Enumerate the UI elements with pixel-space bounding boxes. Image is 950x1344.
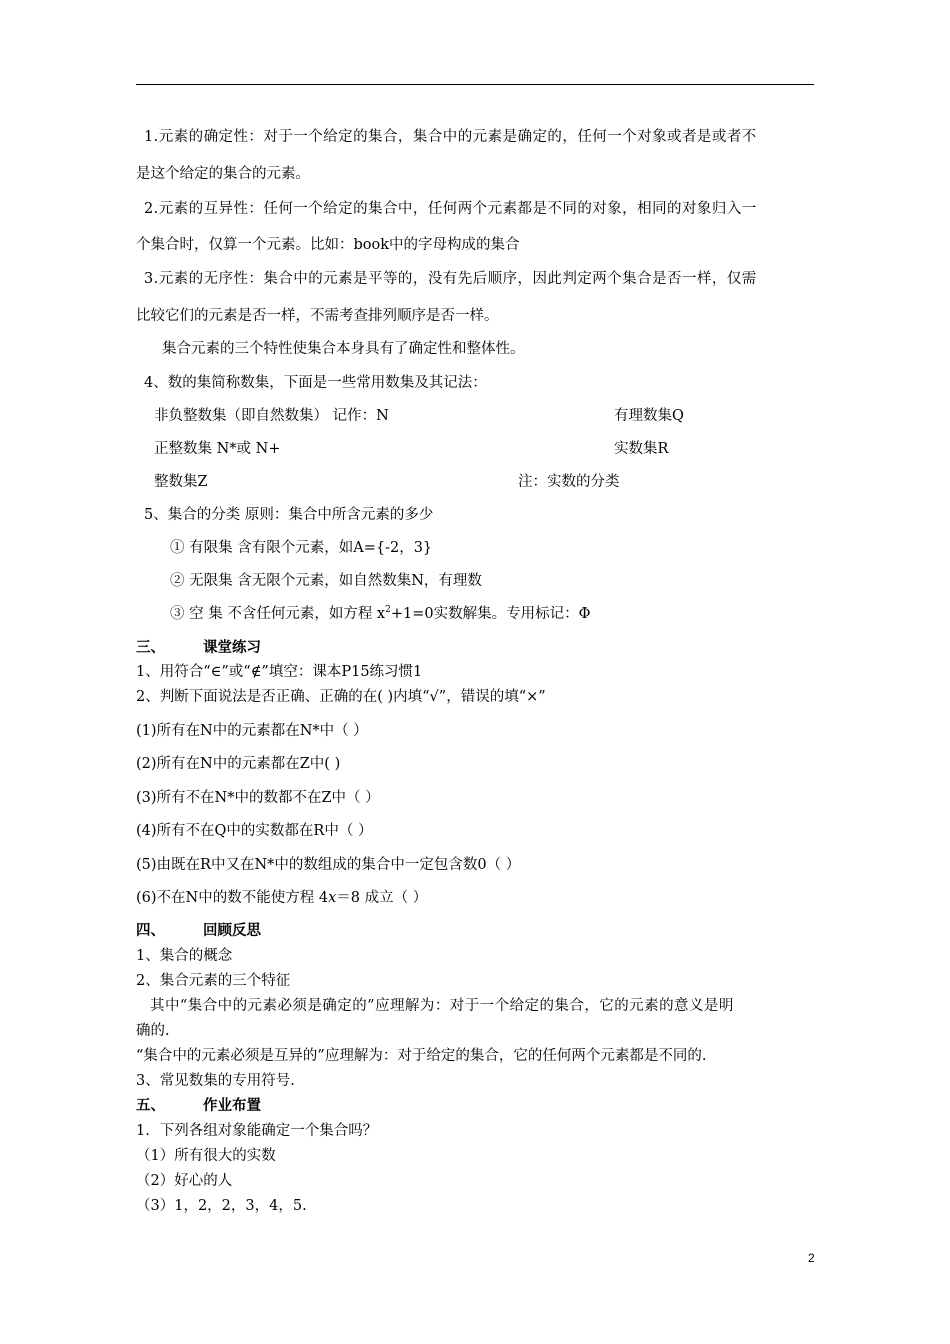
p2-line2: 个集合时，仅算一个元素。比如：book中的字母构成的集合 (136, 237, 520, 253)
section-3-title: 课堂练习 (203, 640, 261, 656)
homework-1-item-1: （1）所有很大的实数 (136, 1148, 276, 1164)
review-2: 2、集合元素的三个特征 (136, 973, 291, 989)
section-5-number: 五、 (136, 1098, 165, 1114)
empty-set: ③ 空 集 不含任何元素，如方程 $x^2+1=0$实数解集。专用标记：Φ (170, 605, 591, 622)
p2-line1: 2.元素的互异性：任何一个给定的集合中，任何两个元素都是不同的对象，相同的对象归入一 (144, 201, 757, 217)
number-set-rational: 有理数集Q (614, 408, 684, 424)
exercise-1: 1、用符合“∈”或“∉”填空：课本P15练习惯1 (136, 664, 423, 680)
section-4-number: 四、 (136, 923, 165, 939)
section-3-number: 三、 (136, 640, 165, 656)
section-5-title: 作业布置 (203, 1098, 261, 1114)
exercise-2: 2、判断下面说法是否正确、正确的在( )内填“√”，错误的填“×” (136, 689, 546, 705)
question-2: (2)所有在N中的元素都在Z中( ) (136, 756, 341, 772)
question-5: (5)由既在R中又在N*中的数组成的集合中一定包含数0（ ） (136, 857, 521, 873)
question-4: (4)所有不在Q中的实数都在R中（ ） (136, 823, 373, 839)
infinite-set: ② 无限集 含无限个元素，如自然数集N，有理数 (170, 573, 482, 589)
finite-set: ① 有限集 含有限个元素，如A={-2，3} (170, 540, 433, 556)
page-number: 2 (808, 1251, 815, 1265)
header-rule (136, 84, 814, 85)
homework-1-item-3: （3）1，2，2，3，4，5. (136, 1198, 307, 1214)
review-1: 1、集合的概念 (136, 948, 233, 964)
review-3-line2: 确的. (136, 1023, 170, 1039)
p3-line2: 比较它们的元素是否一样，不需考查排列顺序是否一样。 (136, 308, 499, 324)
homework-1: 1．下列各组对象能确定一个集合吗？ (136, 1123, 378, 1139)
p3-line1: 3.元素的无序性：集合中的元素是平等的，没有先后顺序，因此判定两个集合是否一样，仅需 (144, 271, 757, 287)
real-classification-note: 注：实数的分类 (518, 474, 620, 490)
review-5: 3、常见数集的专用符号. (136, 1073, 295, 1089)
number-set-real: 实数集R (614, 441, 669, 457)
homework-1-item-2: （2）好心的人 (136, 1173, 233, 1189)
review-4: “集合中的元素必须是互异的”应理解为：对于给定的集合，它的任何两个元素都是不同的. (136, 1048, 707, 1064)
section-4-title: 回顾反思 (203, 923, 261, 939)
p1-line2: 是这个给定的集合的元素。 (136, 166, 310, 182)
question-1: (1)所有在N中的元素都在N*中（ ） (136, 723, 368, 739)
number-set-natural: 非负整数集（即自然数集） 记作：N (154, 408, 389, 424)
question-3: (3)所有不在N*中的数都不在Z中（ ） (136, 790, 380, 806)
p5: 4、数的集简称数集，下面是一些常用数集及其记法： (144, 375, 487, 391)
review-3-line1: 其中“集合中的元素必须是确定的”应理解为：对于一个给定的集合，它的元素的意义是明 (150, 998, 734, 1014)
number-set-positive: 正整数集 N*或 N+ (154, 441, 281, 457)
set-classification: 5、集合的分类 原则：集合中所含元素的多少 (144, 507, 434, 523)
number-set-integer: 整数集Z (154, 474, 208, 490)
p1-line1: 1.元素的确定性：对于一个给定的集合，集合中的元素是确定的，任何一个对象或者是或者不 (144, 129, 757, 145)
question-6: (6)不在N中的数不能使方程 4x＝8 成立（ ） (136, 890, 428, 906)
p4: 集合元素的三个特性使集合本身具有了确定性和整体性。 (162, 341, 525, 357)
